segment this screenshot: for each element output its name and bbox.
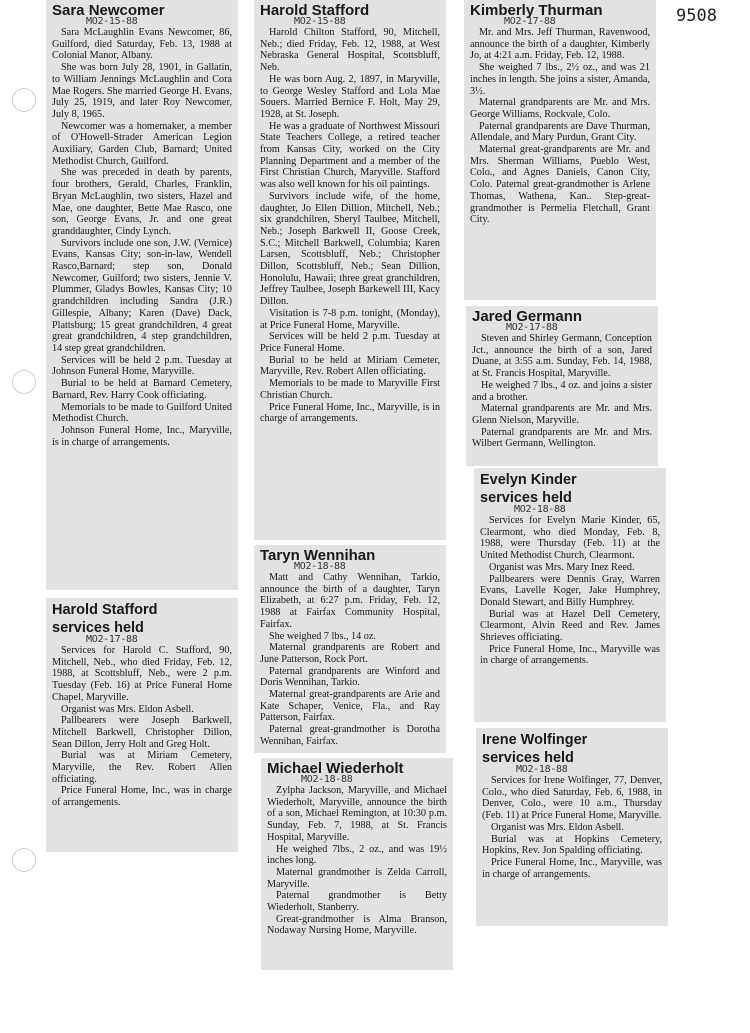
paragraph: Services will be held 2 p.m. Tuesday at Price Funeral Home. <box>260 331 440 354</box>
clipping-evelyn-kinder-services <box>474 468 666 722</box>
paragraph: Newcomer was a homemaker, a member of O'Howell-Strader American Legion Auxiliary, Garden Club, Barnard; United Methodist Church, Guilford. <box>52 120 232 167</box>
clipping-headline: Michael Wiederholt <box>267 760 404 777</box>
paragraph: Paternal grandmother is Betty Wiederholt, Stanberry. <box>267 890 447 914</box>
paragraph: Zylpha Jackson, Maryville, and Michael Wiederholt, Maryville, announce the birth of a son, Michael Remington, at 10:30 p.m. Sunday, Feb. 7, 1988, at St. Francis Hospital, Maryville. <box>267 785 447 843</box>
clipping-headline: Irene Wolfinger services held <box>482 732 588 766</box>
paragraph: Pallbearers were Dennis Gray, Warren Evans, Lavelle Koger, Jake Humphrey, Donald Stewart, and Billy Humphrey. <box>480 573 660 608</box>
paragraph: Maternal great-grandparents are Arie and Kate Schaper, Venice, Fla., and Ray Patterson, Fairfax. <box>260 689 440 724</box>
paragraph: Price Funeral Home, Inc., Maryville, was in charge of arrangements. <box>482 856 662 880</box>
handwritten-date: MO2-17-88 <box>86 634 138 645</box>
paragraph: Memorials to be made to Guilford United Methodist Church. <box>52 401 232 425</box>
handwritten-date: MO2-17-88 <box>504 16 556 27</box>
paragraph: He was a graduate of Northwest Missouri State Teachers College, a retired teacher from Kansas City, worked on the City Planning Department and a member of the First Christian Church, Maryville. Stafford was also well known for his oil paintings. <box>260 120 440 191</box>
clipping-sara-newcomer <box>46 0 238 590</box>
clipping-headline: Taryn Wennihan <box>260 547 376 564</box>
paragraph: Burial to be held at Miriam Cemeter, Maryville, Rev. Robert Allen officiating. <box>260 354 440 378</box>
paragraph: Paternal grandparents are Winford and Doris Wennihan, Tarkio. <box>260 665 440 689</box>
paragraph: Paternal grandparents are Dave Thurman, Allendale, and Mary Purdun, Grant City. <box>470 120 650 144</box>
paragraph: Harold Chilton Stafford, 90, Mitchell, Neb.; died Friday, Feb. 12, 1988, at West Nebraska General Hospital, Scottsbluff, Neb. <box>260 27 440 74</box>
page-number: 9508 <box>676 6 717 26</box>
paragraph: Paternal great-grandmother is Dorotha Wennihan, Fairfax. <box>260 724 440 747</box>
clipping-kimberly-thurman <box>464 0 656 300</box>
paragraph: Burial was at Hazel Dell Cemetery, Clearmont, Alvin Reed and Rev. James Shrieves officiating. <box>480 608 660 644</box>
paragraph: Survivors include one son, J.W. (Vernice) Evans, Kansas City; son-in-law, Wendell Rasco,Barnard; step son, Donald Newcomer, Guilford; two sisters, Jennie V. Plummer, Gladys Bowles, Kansas City; 10 grandchildren including Sandra (J.R.) Gillespie, Albany; Karen (Dave) Dack, Plattsburg; 15 great grandchildren, 4 great great grandchildren, 4 step grandchildren, 14 step great grandchildren. <box>52 237 232 354</box>
paragraph: Maternal grandparents are Mr. and Mrs. George Williams, Rockvale, Colo. <box>470 97 650 120</box>
clipping-headline: Sara Newcomer <box>52 2 165 19</box>
handwritten-date: MO2-18-88 <box>516 764 568 775</box>
paragraph: Price Funeral Home, Inc., was in charge of arrangements. <box>52 785 232 809</box>
handwritten-date: MO2-15-88 <box>86 16 138 27</box>
paragraph: Maternal grandparents are Robert and June Patterson, Rock Port. <box>260 642 440 665</box>
handwritten-date: MO2-18-88 <box>301 774 353 785</box>
paragraph: Burial was at Miriam Cemetery, Maryville, the Rev. Robert Allen officiating. <box>52 750 232 785</box>
paragraph: Steven and Shirley Germann, Conception Jct., announce the birth of a son, Jared Duane, at 3:55 a.m. Sunday, Feb. 14, 1988, at St. Francis Hospital, Maryville. <box>472 333 652 380</box>
paragraph: Visitation is 7-8 p.m. tonight, (Monday), at Price Funeral Home, Maryville. <box>260 307 440 331</box>
paragraph: She was preceded in death by parents, four brothers, Gerald, Charles, Franklin, Bryan McLaughlin, two sisters, Hazel and Mae, one daughter, Bette Mae Rasco, one son, George Evans, Jr. and one great granddaughter, Cindy Lynch. <box>52 167 232 237</box>
binder-hole <box>12 848 36 872</box>
paragraph: He weighed 7lbs., 2 oz., and was 19½ inches long. <box>267 843 447 867</box>
clipping-harold-stafford-services <box>46 598 238 852</box>
handwritten-date: MO2-17-88 <box>506 322 558 333</box>
clipping-irene-wolfinger-services <box>476 728 668 926</box>
binder-hole <box>12 370 36 394</box>
paragraph: Mr. and Mrs. Jeff Thurman, Ravenwood, announce the birth of a daughter, Kimberly Jo, at 4:21 a.m. Friday, Feb. 12, 1988. <box>470 27 650 62</box>
paragraph: Sara McLaughlin Evans Newcomer, 86, Guilford, died Saturday, Feb. 13, 1988 at Colonial Manor, Albany. <box>52 27 232 62</box>
paragraph: She weighed 7 lbs., 2½ oz., and was 21 inches in length. She joins a sister, Amanda, 3½. <box>470 62 650 97</box>
handwritten-date: MO2-15-88 <box>294 16 346 27</box>
handwritten-date: MO2-18-88 <box>514 504 566 515</box>
paragraph: Price Funeral Home, Inc., Maryville was in charge of arrangements. <box>480 643 660 667</box>
clipping-headline: Harold Stafford services held <box>52 602 158 636</box>
handwritten-date: MO2-18-88 <box>294 561 346 572</box>
paragraph: Burial was at Hopkins Cemetery, Hopkins, Rev. Jon Spalding officiating. <box>482 833 662 857</box>
paragraph: Services for Irene Wolfinger, 77, Denver, Colo., who died Saturday, Feb. 6, 1988, in Denver, Colo., were 10 a.m., Thursday (Feb. 11) at Price Funeral Home, Maryville. <box>482 775 662 822</box>
paragraph: Great-grandmother is Alma Branson, Nodaway Nursing Home, Maryville. <box>267 913 447 937</box>
clipping-jared-germann <box>466 306 658 466</box>
paragraph: He was born Aug. 2, 1897, in Maryville, to George Wesley Stafford and Lola Mae Souers. Married Bernice F. Holt, May 29, 1928, at St. Joseph. <box>260 73 440 120</box>
paragraph: Price Funeral Home, Inc., Maryville, is in charge of arrangements. <box>260 401 440 425</box>
paragraph: Services for Evelyn Marie Kinder, 65, Clearmont, who died Monday, Feb. 8, 1988, were Thursday (Feb. 11) at the United Methodist Church, Clearmont. <box>480 515 660 562</box>
paragraph: Memorials to be made to Maryville First Christian Church. <box>260 378 440 401</box>
paragraph: Pallbearers were Joseph Barkwell, Mitchell Barkwell, Christopher Dillon, Sean Dillon, Jerry Holt and Greg Holt. <box>52 715 232 750</box>
clipping-headline: Jared Germann <box>472 308 583 325</box>
paragraph: She weighed 7 lbs., 14 oz. <box>269 630 376 642</box>
paragraph: Maternal grandparents are Mr. and Mrs. Glenn Nielson, Maryville. <box>472 403 652 426</box>
clipping-headline: Harold Stafford <box>260 2 370 19</box>
paragraph: She was born July 28, 1901, in Gallatin, to William Jennings McLaughlin and Cora Mae Rogers. She married George H. Evans, July 25, 1919, and later Roy Newcomer, July 8, 1965. <box>52 62 232 120</box>
paragraph: He weighed 7 lbs., 4 oz. and joins a sister and a brother. <box>472 379 652 403</box>
paragraph: Organist was Mrs. Mary Inez Reed. <box>489 561 635 573</box>
paragraph: Paternal grandparents are Mr. and Mrs. Wilbert Germann, Wellington. <box>472 426 652 450</box>
paragraph: Matt and Cathy Wennihan, Tarkio, announce the birth of a daughter, Taryn Elizabeth, at 6:27 p.m. Friday, Feb. 12, 1988 at Fairfax Community Hospital, Fairfax. <box>260 572 440 630</box>
paragraph: Services for Harold C. Stafford, 90, Mitchell, Neb., who died Friday, Feb. 12, 1988, at Scottsbluff, Neb., were 2 p.m. Tuesday (Feb. 16) at Price Funeral Home Chapel, Maryville. <box>52 645 232 703</box>
clipping-headline: Evelyn Kinder services held <box>480 472 577 506</box>
paragraph: Organist was Mrs. Eldon Asbell. <box>491 821 624 833</box>
clipping-headline: Kimberly Thurman <box>470 2 603 19</box>
paragraph: Organist was Mrs. Eldon Asbell. <box>61 703 194 715</box>
paragraph: Burial to be held at Barnard Cemetery, Barnard, Rev. Harry Cook officiating. <box>52 378 232 401</box>
clipping-michael-wiederholt <box>261 758 453 970</box>
clipping-harold-stafford <box>254 0 446 540</box>
paragraph: Maternal grandmother is Zelda Carroll, Maryville. <box>267 866 447 890</box>
paragraph: Survivors include wife, of the home, daughter, Jo Ellen Dillion, Mitchell, Neb.; six grandchilren, Sheryl Taulbee, Mitchell, Neb.; Joseph Barkwell II, Goose Creek, S.C.; Mitchell Barkwell, Columbia; Karen Larsen, Scottsbluff, Neb.; Christopher Dillon, Scottsbluff, Neb.; Sean Dillion, Honolulu, Hawaii; three great granchildren, Jeffrey Taulbee, Joseph Barkewell III, Kacy Dillon. <box>260 190 440 308</box>
paragraph: Johnson Funeral Home, Inc., Maryville, is in charge of arrangements. <box>52 424 232 448</box>
clipping-taryn-wennihan <box>254 545 446 753</box>
binder-hole <box>12 88 36 112</box>
paragraph: Maternal great-grandparents are Mr. and Mrs. Sherman Williams, Pueblo West, Colo., and Agnes Daniels, Canon City, Colo. Paternal great-grandmother is Arlene Thomas, Wathena, Kan.. Step-great-grandmother is Permelia Fletchall, Grant City. <box>470 144 650 226</box>
paragraph: Services will be held 2 p.m. Tuesday at Johnson Funeral Home, Maryville. <box>52 354 232 378</box>
